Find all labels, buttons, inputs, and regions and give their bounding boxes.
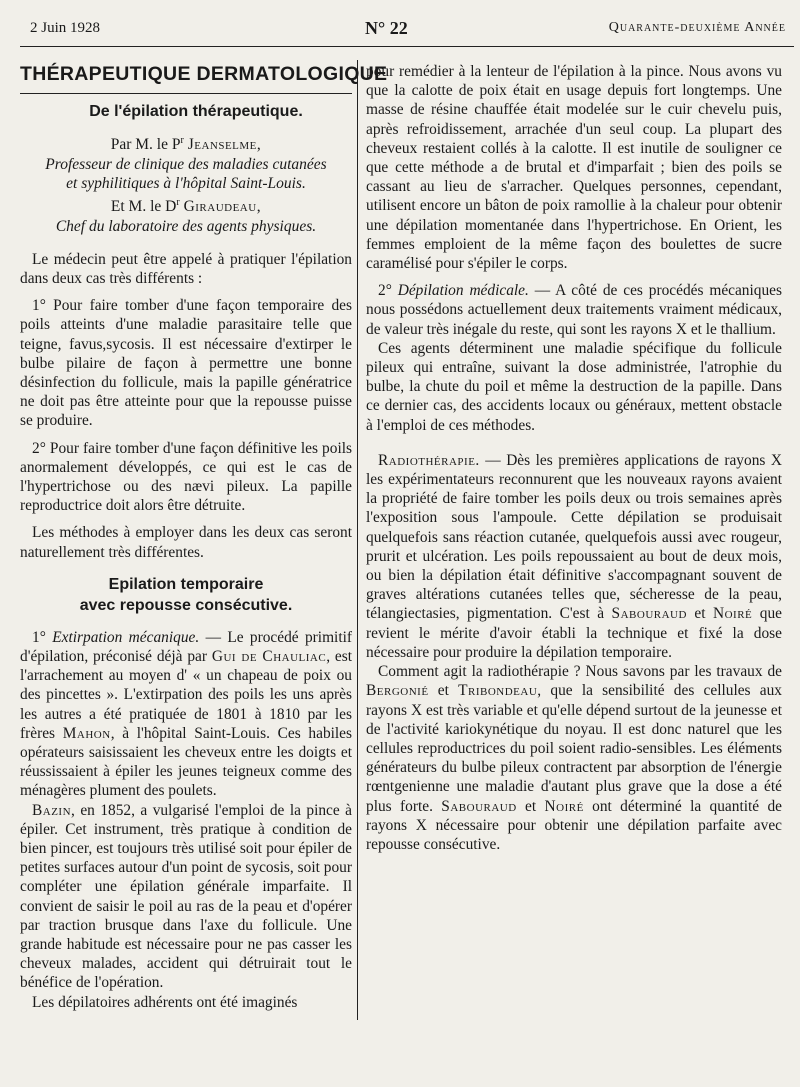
author-2-affiliation: Chef du laboratoire des agents physiques. <box>55 217 317 235</box>
left-column <box>20 60 388 1012</box>
paragraph-intro: Le médecin peut être appelé à pratiquer l'épilation dans deux cas très différents : <box>20 250 352 287</box>
person-name: Sabouraud <box>441 797 517 815</box>
header-rule <box>20 46 794 47</box>
author-1-name: Jeanselme, <box>187 136 262 154</box>
paragraph-depilatoires: Les dépilatoires adhérents ont été imaginés <box>32 993 298 1011</box>
author-2-name: Giraudeau, <box>183 198 262 216</box>
right-column <box>366 62 782 854</box>
author-1-byline: Par M. le $P^r$ Jeanselme, <box>110 135 262 154</box>
paragraph-case-1: 1° Pour faire tomber d'une façon temporaire des poils atteints d'une maladie parasitaire telle que teigne, favus,sycosis. Il est nécessaire d'extirper le bulbe pilaire de façon à permettre une bonne désinfection du follicule, mais la papille génératrice ne doit pas être atteinte pour que la repousse puisse se produire. <box>20 297 352 430</box>
issue-date: 2 Juin 1928 <box>30 20 101 36</box>
article-section-title: THÉRAPEUTIQUE DERMATOLOGIQUE <box>20 65 352 94</box>
article-subtitle: De l'épilation thérapeutique. <box>89 103 303 121</box>
person-name: Noiré <box>544 797 584 815</box>
paragraph-extirpation: 1° Extirpation mécanique. — Le procédé primitif d'épilation, préconisé déjà par Gui de Chauliac, est l'arrachement au moyen d' « un chapeau de poix ou des pincettes ». L'extirpation des poils les uns après les autres a été pratiquée de 1801 à 1810 par les frères Mahon, à l'hôpital Saint-Louis. Ces habiles opérateurs saisissaient les cheveux entre les doigts et réussissaient à épiler les jeunes teigneux comme des ménagères plument des poulets. <box>20 628 353 800</box>
person-name: Gui de Chauliac <box>211 647 327 665</box>
paragraph-medical-depilation: 2° Dépilation médicale. — A côté de ces procédés mécaniques nous possédons actuellement deux traitements vraiment médicaux, de valeur très inégale du reste, qui sont les rayons X et le thallium. <box>366 282 782 338</box>
paragraph-methods: Les méthodes à employer dans les deux cas seront naturellement très différentes. <box>20 524 352 561</box>
person-name: Tribondeau <box>458 682 538 700</box>
radiotherapy-heading: Radiothérapie. <box>378 451 480 469</box>
section-heading <box>20 574 352 616</box>
medical-depilation-heading: Dépilation médicale. <box>397 282 529 300</box>
issue-number: N° 22 <box>365 18 408 38</box>
section-heading-line-1: Epilation temporaire <box>108 575 264 593</box>
publication-year: Quarante-deuxième Année <box>608 20 786 35</box>
author-1-affiliation-line-1: Professeur de clinique des maladies cutanées <box>45 155 327 173</box>
person-name: Noiré <box>713 605 753 623</box>
section-heading-line-2: avec repousse consécutive. <box>79 596 293 614</box>
paragraph-agents: Ces agents déterminent une maladie spécifique du follicule pileux qui entraîne, suivant la dose administrée, l'atrophie du bulbe, la chute du poil et même la destruction de la papille. Dans ce dernier cas, des accidents locaux ou généraux, mettent obstacle à l'emploi de ces méthodes. <box>366 339 782 434</box>
paragraph-bazin: Bazin, en 1852, a vulgarisé l'emploi de la pince à épiler. Cet instrument, très pratique à condition de bien pincer, est toujours très utilisé soit pour épiler de petites surfaces autour d'un point de sycosis, soit pour compléter une épilation générale imparfaite. Il convient de saisir le poil au ras de la peau et d'opérer par traction brusque dans l'axe du follicule. Une grande habitude est nécessaire pour ne pas casser les cheveux malades, accident qui détruirait tout le bénéfice de l'opération. <box>20 801 352 992</box>
paragraph-radiotherapy: Radiothérapie. — Dès les premières applications de rayons X les expérimentateurs reconnurent que les nouveaux rayons avaient la propriété de faire tomber les poils deux ou trois semaines après l'exposition sous l'ampoule. Cette dépilation se produisait quelquefois sans réaction cutanée, quelquefois aussi avec rougeur, prurit et ulcération. Les poils repoussaient au bout de deux mois, ou bien la dépilation était définitive s'accompagnant souvent de graves altérations cutanées telles que, sécheresse de la peau, télangiectasies, pigmentation. C'est à Sabouraud et Noiré que revient le mérite d'avoir établi la technique et fixé la dose nécessaire pour produire la dépilation temporaire. <box>366 451 782 661</box>
paragraph-case-2: 2° Pour faire tomber d'une façon définitive les poils anormalement développés, ce qui est le cas de l'hypertrichose ou des nævi pileux. La papille reproductrice doit alors être détruite. <box>20 439 352 515</box>
person-name: Sabouraud <box>611 605 687 623</box>
extirpation-heading: Extirpation mécanique. <box>52 628 200 646</box>
paragraph-continuation: pour remédier à la lenteur de l'épilation à la pince. Nous avons vu que la calotte de poix était en usage depuis fort longtemps. Une masse de résine chauffée était modelée sur le cuir chevelu puis, après refroidissement, arrachée d'un seul coup. La plupart des cheveux restaient collés à la calotte. Il est inutile de souligner ce que cette méthode a de brutal et d'imparfait ; bien des poils se cassant au lieu de s'arracher. Quelques personnes, cependant, utilisent encore un bâton de poix ramollie à la chaleur pour obtenir une dépilation momentanée dans l'hypertrichose. En Orient, les femmes emploient de la même façon des boulettes de sucre caramélisé pour s'épiler le corps. <box>366 63 782 273</box>
person-name: Bergonié <box>366 682 429 700</box>
paragraph-how-it-works: Comment agit la radiothérapie ? Nous savons par les travaux de Bergonié et Tribondeau, que la sensibilité des cellules aux rayons X est très variable et qu'elle dépend surtout de la jeunesse et de l'activité kariokynétique du noyau. Il est donc naturel que les cellules reproductrices du poil soient radio-sensibles. Les éléments générateurs du bulbe pileux contractent par absorption de l'énergie rœntgenienne une maladie d'autant plus grave que la dose a été plus forte. Sabouraud et Noiré ont déterminé la quantité de rayons X nécessaire pour obtenir une dépilation parfaite avec repousse consécutive. <box>366 663 782 853</box>
column-divider <box>357 60 358 1020</box>
person-name: Mahon <box>62 724 111 742</box>
person-name: Bazin <box>32 801 72 819</box>
author-1-affiliation-line-2: et syphilitiques à l'hôpital Saint-Louis. <box>66 174 306 192</box>
author-2-byline: Et M. le $D^r$ Giraudeau, <box>110 197 262 216</box>
running-header <box>22 14 788 44</box>
